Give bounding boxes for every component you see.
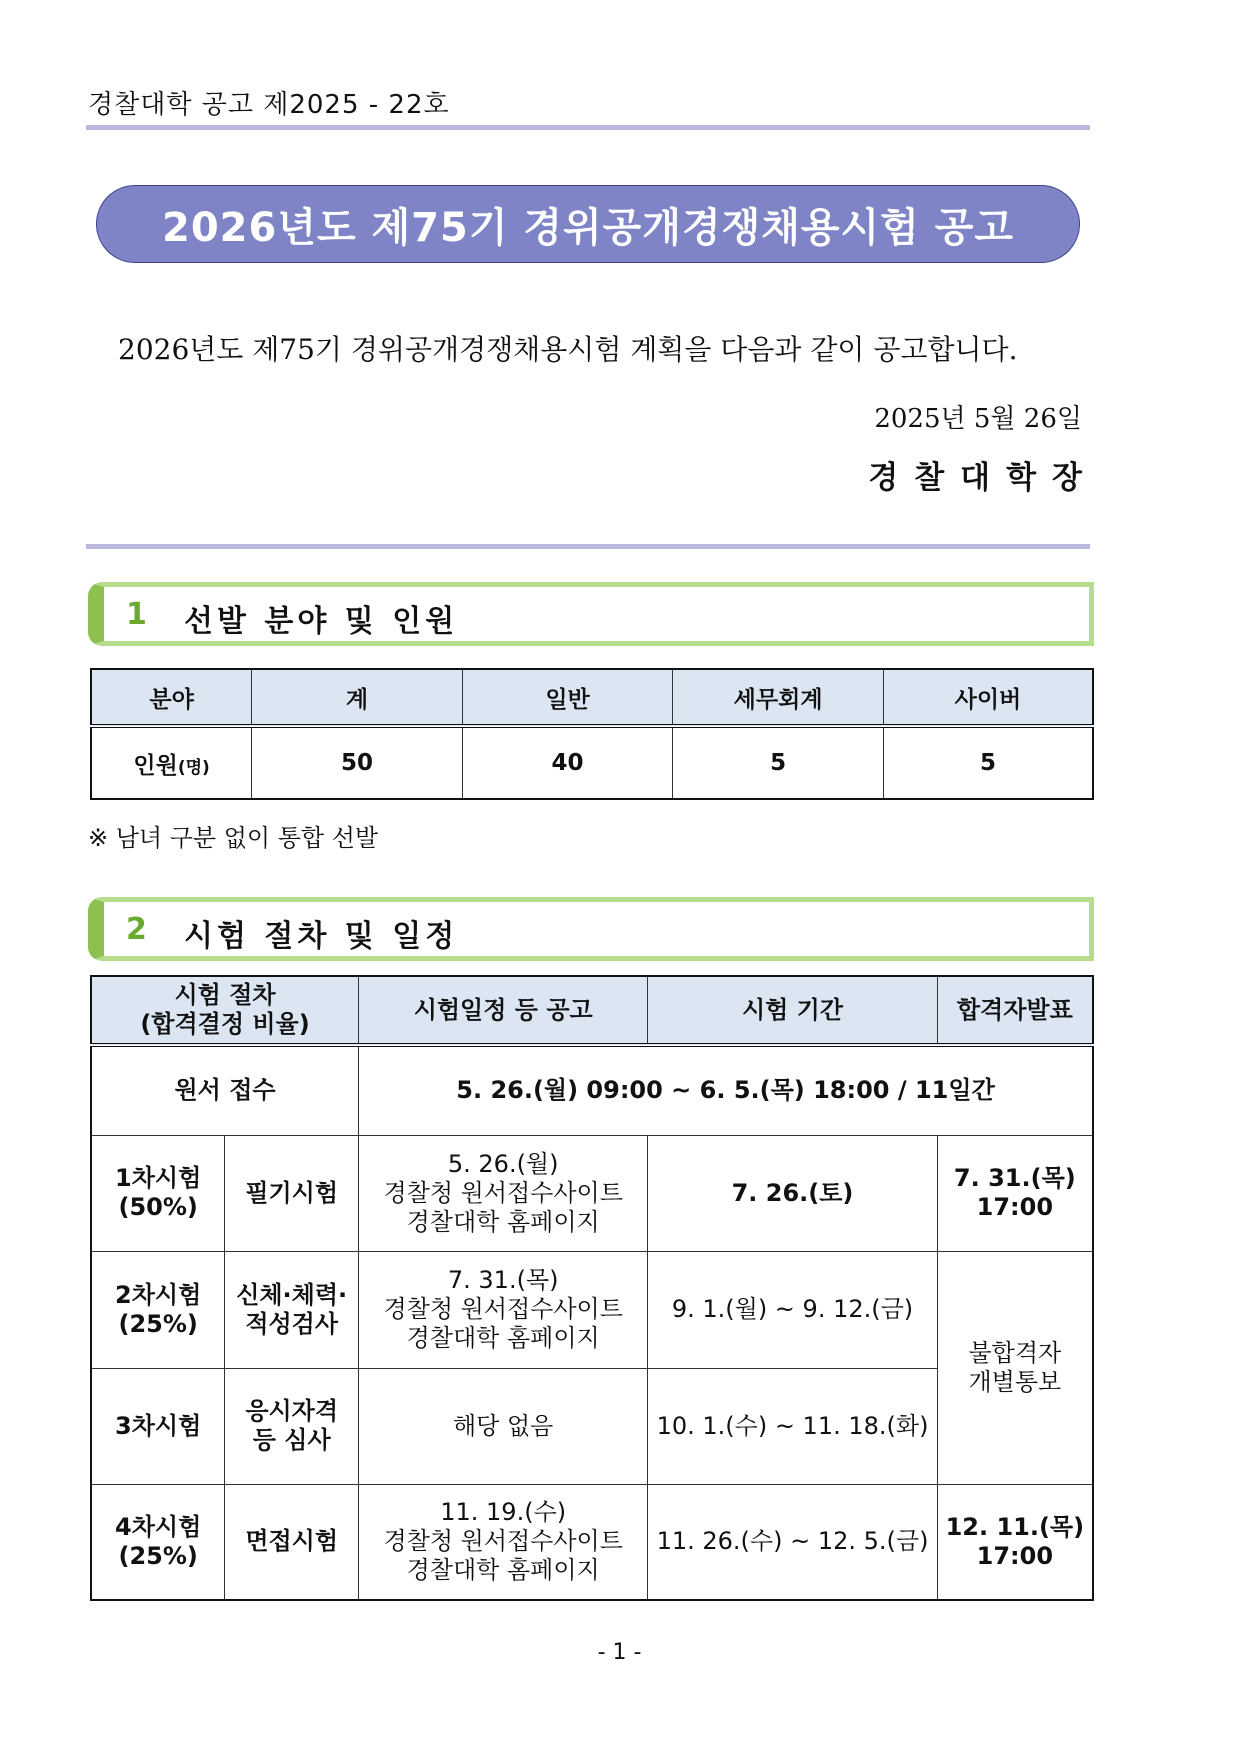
intro-text: 2026년도 제75기 경위공개경쟁채용시험 계획을 다음과 같이 공고합니다. — [118, 333, 1018, 366]
announce-cell — [359, 1484, 648, 1600]
exam-name-cell: 면접시험 — [225, 1484, 359, 1600]
table-row — [91, 726, 1093, 799]
header-cell: 세무회계 — [673, 669, 884, 726]
top-divider — [86, 125, 1090, 130]
header-cell: 분야 — [91, 669, 252, 726]
result-cell — [937, 1484, 1093, 1600]
exam-name: 신체·체력· — [236, 1280, 348, 1309]
section-number: 2 — [126, 912, 147, 947]
recruitment-table — [90, 668, 1094, 800]
value-cell: 50 — [252, 726, 463, 799]
announce-site: 경찰청 원서접수사이트 — [383, 1178, 623, 1207]
signer: 경찰대학장 — [868, 460, 1098, 496]
announce-date: 5. 26.(월) — [447, 1149, 559, 1178]
table-header-row — [91, 669, 1093, 726]
stage-cell — [91, 1251, 225, 1368]
table-row — [91, 1045, 1093, 1135]
row-label-cell — [91, 726, 252, 799]
row-label: 인원 — [133, 752, 178, 779]
header-cell: 시험일정 등 공고 — [359, 976, 648, 1045]
stage-ratio: (50%) — [118, 1193, 198, 1221]
section-1-header — [88, 582, 1094, 646]
period-cell: 7. 26.(토) — [648, 1135, 937, 1251]
header-cell: 계 — [252, 669, 463, 726]
schedule-table — [90, 975, 1094, 1601]
title-banner — [96, 185, 1080, 263]
table-row — [91, 1484, 1093, 1600]
announcement-date: 2025년 5월 26일 — [874, 404, 1082, 434]
announce-cell — [359, 1251, 648, 1368]
section-2-header — [88, 897, 1094, 961]
announce-site: 경찰청 원서접수사이트 — [383, 1295, 623, 1323]
stage-cell: 3차시험 — [91, 1368, 225, 1484]
exam-name-cell — [225, 1368, 359, 1484]
section-title: 시험 절차 및 일정 — [184, 919, 459, 954]
announce-site: 경찰대학 홈페이지 — [406, 1207, 600, 1236]
result-text: 개별통보 — [968, 1367, 1062, 1396]
stage-ratio: (25%) — [118, 1541, 198, 1570]
announce-cell — [359, 1135, 648, 1251]
value-cell: 5 — [883, 726, 1093, 799]
value-cell: 40 — [462, 726, 673, 799]
section-number: 1 — [126, 597, 147, 632]
header-line: 시험 절차 — [174, 981, 276, 1009]
header-line: (합격결정 비율) — [140, 1010, 310, 1038]
stage-label: 2차시험 — [115, 1280, 202, 1309]
period-cell: 5. 26.(월) 09:00 ~ 6. 5.(목) 18:00 / 11일간 — [359, 1045, 1093, 1135]
period-cell: 9. 1.(월) ~ 9. 12.(금) — [648, 1251, 937, 1368]
stage-cell — [91, 1135, 225, 1251]
stage-label: 4차시험 — [115, 1512, 202, 1541]
middle-divider — [86, 544, 1090, 549]
header-cell: 시험 기간 — [648, 976, 937, 1045]
table-row — [91, 1135, 1093, 1251]
result-text: 불합격자 — [968, 1338, 1062, 1367]
stage-ratio: (25%) — [118, 1309, 198, 1338]
result-cell — [937, 1251, 1093, 1484]
exam-name-cell — [225, 1251, 359, 1368]
announce-date: 11. 19.(수) — [440, 1498, 567, 1527]
header-cell: 합격자발표 — [937, 976, 1093, 1045]
result-date: 12. 11.(목) — [945, 1512, 1085, 1541]
result-cell — [937, 1135, 1093, 1251]
value-cell: 5 — [673, 726, 884, 799]
announce-cell: 해당 없음 — [359, 1368, 648, 1484]
table-header-row — [91, 976, 1093, 1045]
notice-number: 경찰대학 공고 제2025 - 22호 — [88, 90, 450, 120]
stage-cell: 원서 접수 — [91, 1045, 359, 1135]
header-cell: 일반 — [462, 669, 673, 726]
result-date: 7. 31.(목) — [953, 1164, 1076, 1192]
page-number: - 1 - — [597, 1640, 642, 1665]
period-cell: 10. 1.(수) ~ 11. 18.(화) — [648, 1368, 937, 1484]
exam-name: 등 심사 — [252, 1426, 331, 1454]
announce-site: 경찰대학 홈페이지 — [406, 1556, 600, 1585]
period-cell: 11. 26.(수) ~ 12. 5.(금) — [648, 1484, 937, 1600]
section-title: 선발 분야 및 인원 — [184, 604, 459, 639]
result-time: 17:00 — [976, 1541, 1054, 1570]
stage-label: 1차시험 — [115, 1164, 202, 1192]
table-row — [91, 1251, 1093, 1368]
announce-site: 경찰대학 홈페이지 — [406, 1324, 600, 1352]
header-cell: 사이버 — [883, 669, 1093, 726]
exam-name: 적성검사 — [245, 1309, 339, 1338]
exam-name: 응시자격 — [245, 1397, 339, 1425]
note: ※ 남녀 구분 없이 통합 선발 — [88, 824, 379, 852]
announce-date: 7. 31.(목) — [447, 1266, 559, 1294]
exam-name-cell: 필기시험 — [225, 1135, 359, 1251]
page-title: 2026년도 제75기 경위공개경쟁채용시험 공고 — [161, 204, 1014, 251]
announce-site: 경찰청 원서접수사이트 — [383, 1527, 623, 1556]
row-label-unit: (명) — [177, 757, 210, 778]
header-cell — [91, 976, 359, 1045]
result-time: 17:00 — [976, 1193, 1054, 1221]
stage-cell — [91, 1484, 225, 1600]
